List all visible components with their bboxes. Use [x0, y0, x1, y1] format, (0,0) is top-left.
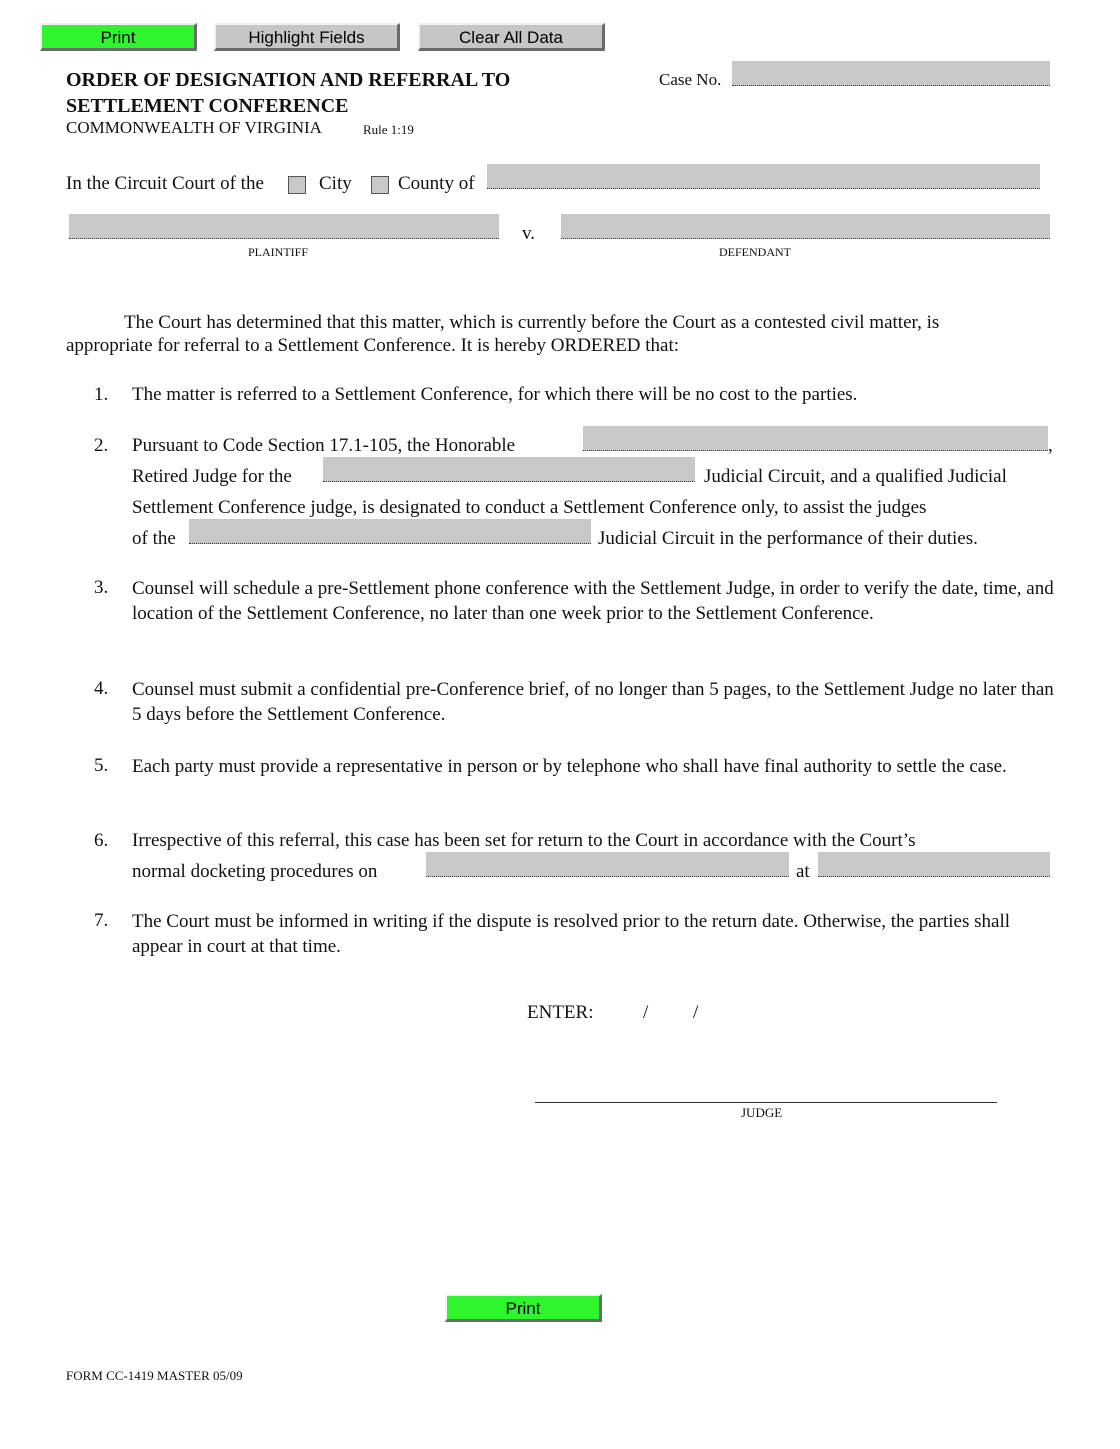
- judge-label: JUDGE: [741, 1105, 783, 1120]
- county-checkbox[interactable]: [371, 176, 389, 194]
- intro-line1: The Court has determined that this matter, which is currently before the Court as a contested civil matter, is: [124, 312, 940, 333]
- item-3-text: Counsel will schedule a pre-Settlement phone conference with the Settlement Judge, in order to verify the date, time, and location of the Settlement Conference, no later than one week prior to the Settlement Conference.: [132, 578, 1054, 624]
- print-button-bottom[interactable]: Print: [445, 1294, 602, 1322]
- item-7-text: The Court must be informed in writing if the dispute is resolved prior to the return date. Otherwise, the parties shall appear in court at that time.: [132, 911, 1011, 957]
- return-date-field[interactable]: [426, 852, 789, 877]
- county-label: County of: [398, 173, 475, 194]
- item-5-text: Each party must provide a representative in person or by telephone who shall have final authority to settle the case.: [132, 756, 1007, 777]
- plaintiff-field[interactable]: [69, 214, 499, 239]
- city-label: City: [319, 173, 352, 194]
- highlight-fields-button[interactable]: Highlight Fields: [214, 23, 400, 51]
- item-1-text: The matter is referred to a Settlement Conference, for which there will be no cost to the parties.: [132, 384, 858, 405]
- item-2-comma: ,: [1048, 435, 1053, 456]
- case-no-label: Case No.: [659, 70, 722, 89]
- form-title-line1: ORDER OF DESIGNATION AND REFERRAL TO: [66, 69, 511, 91]
- item-2-line4a: of the: [132, 528, 176, 549]
- clear-all-data-button[interactable]: Clear All Data: [418, 23, 605, 51]
- defendant-field[interactable]: [561, 214, 1050, 239]
- item-6-line2: normal docketing procedures on: [132, 861, 378, 882]
- form-id-label: FORM CC-1419 MASTER 05/09: [66, 1368, 243, 1383]
- assist-circuit-field[interactable]: [189, 519, 591, 544]
- honorable-judge-field[interactable]: [583, 426, 1048, 451]
- item-number-6: 6.: [94, 830, 109, 851]
- print-button-top[interactable]: Print: [40, 23, 197, 51]
- retired-judge-circuit-field[interactable]: [323, 457, 695, 482]
- item-number-2: 2.: [94, 435, 109, 456]
- item-number-1: 1.: [94, 384, 109, 405]
- city-checkbox[interactable]: [288, 176, 306, 194]
- item-6-line1: Irrespective of this referral, this case has been set for return to the Court in accordance with the Court’s: [132, 830, 916, 851]
- form-title-line2: SETTLEMENT CONFERENCE: [66, 95, 349, 117]
- judge-signature-line: [535, 1102, 997, 1103]
- plaintiff-label: PLAINTIFF: [248, 245, 309, 259]
- jurisdiction-label: COMMONWEALTH OF VIRGINIA: [66, 118, 322, 137]
- item-number-4: 4.: [94, 678, 109, 699]
- versus-label: v.: [522, 223, 536, 244]
- item-2-line1: Pursuant to Code Section 17.1-105, the Honorable: [132, 435, 516, 456]
- enter-label: ENTER:: [527, 1002, 594, 1023]
- item-2-line2b: Judicial Circuit, and a qualified Judicial: [704, 466, 1007, 487]
- item-number-7: 7.: [94, 910, 109, 931]
- item-number-5: 5.: [94, 755, 109, 776]
- court-locality-field[interactable]: [487, 164, 1040, 189]
- rule-label: Rule 1:19: [363, 122, 414, 137]
- defendant-label: DEFENDANT: [719, 245, 791, 259]
- return-time-field[interactable]: [818, 852, 1050, 877]
- date-slash-2: /: [693, 1002, 699, 1023]
- item-2-line2a: Retired Judge for the: [132, 466, 292, 487]
- date-slash-1: /: [643, 1002, 649, 1023]
- intro-line2: appropriate for referral to a Settlement Conference. It is hereby ORDERED that:: [66, 335, 680, 356]
- item-number-3: 3.: [94, 577, 109, 598]
- item-2-line4b: Judicial Circuit in the performance of their duties.: [598, 528, 978, 549]
- item-2-line3: Settlement Conference judge, is designated to conduct a Settlement Conference only, to assist the judges: [132, 497, 927, 518]
- item-6-at: at: [796, 861, 810, 882]
- item-4-text: Counsel must submit a confidential pre-Conference brief, of no longer than 5 pages, to the Settlement Judge no later than 5 days before the Settlement Conference.: [132, 679, 1054, 725]
- court-prefix: In the Circuit Court of the: [66, 173, 264, 194]
- case-no-field[interactable]: [732, 61, 1050, 86]
